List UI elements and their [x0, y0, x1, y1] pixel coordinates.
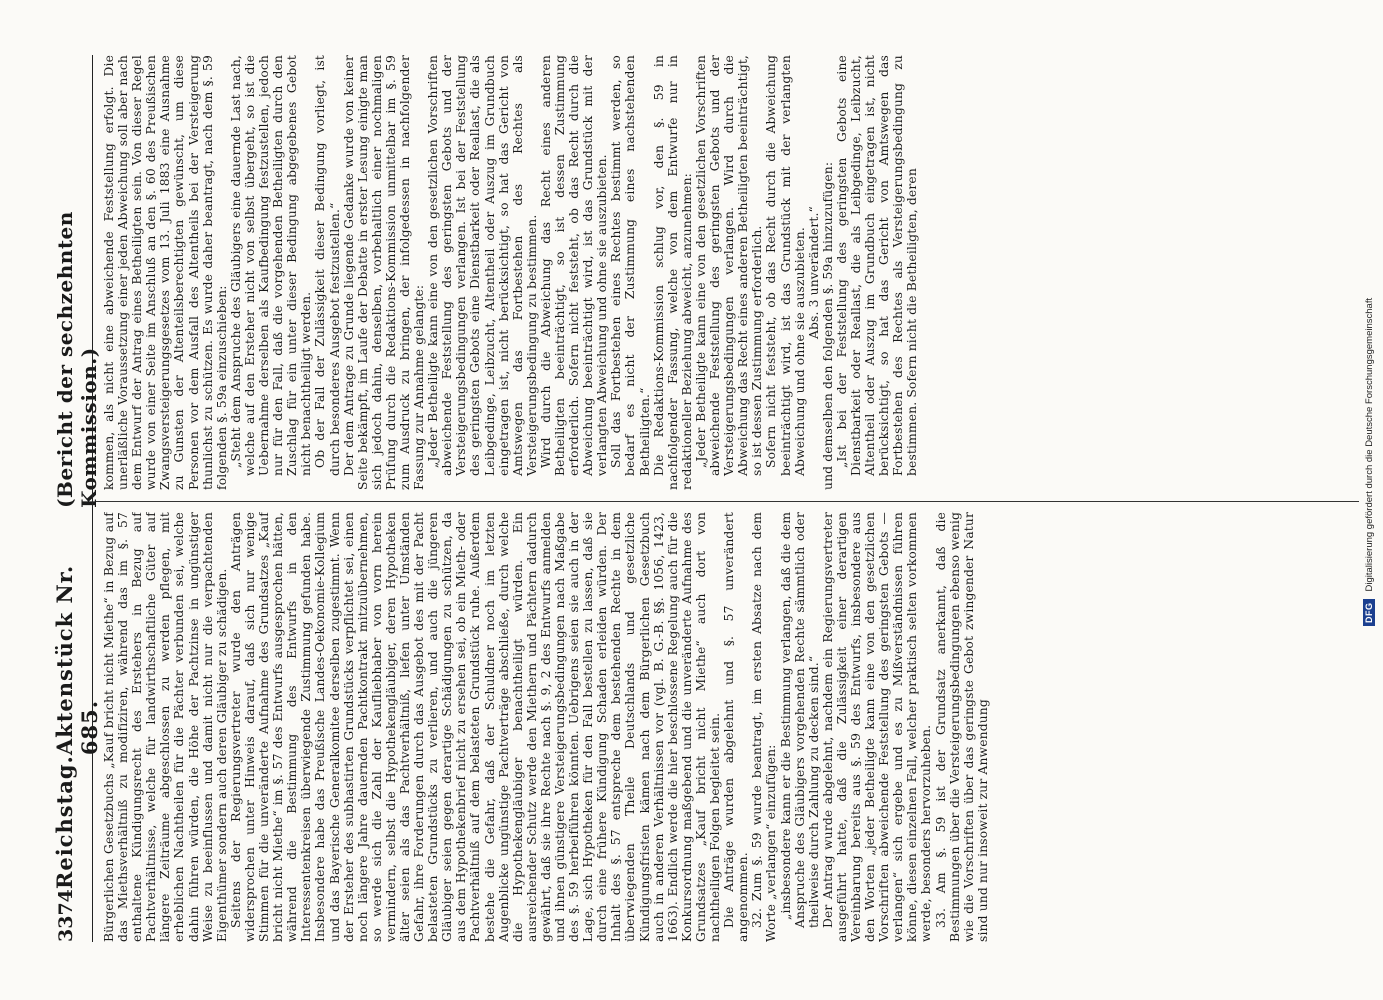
quoted-amendment: „insbesondere kann er die Bestimmung verlangen, daß die dem Anspruche des Gläubigers vorgehenden Rechte sämmtlich oder theilweise durch Zahlung zu decken sind.“	[778, 512, 821, 928]
credit-text: Digitalisierung gefördert durch die Deutsche Forschungsgemeinschaft	[1363, 297, 1375, 592]
quoted-amendment: Ob der Fall der Zulässigkeit dieser Bedingung vorliegt, ist durch besonderes Ausgebot festzustellen.“	[313, 55, 342, 476]
quoted-amendment: „Jeder Betheiligte kann eine von den gesetzlichen Vorschriften abweichende Feststellung des geringsten Gebots und der Versteigerungsbedingungen verlangen. Ist bei der Feststellung des geringsten Gebots eine Dienstbarkeit oder Reallast, die als Leibgedinge, Leibzucht, Altentheil oder Auszug im Grundbuch eingetragen ist, nicht berücksichtigt, so hat das Gericht von Amtswegen das Fortbestehen des Rechtes als Versteigerungsbedingung zu bestimmen.	[426, 55, 539, 476]
header-rule	[92, 55, 93, 942]
quoted-amendment: Soll das Fortbestehen eines Rechtes bestimmt werden, so bedarf es nicht der Zustimmung eines nachstehenden Betheiligten.“	[609, 55, 652, 476]
left-column	[102, 512, 1361, 942]
paragraph: Seitens der Regierungsvertreter wurde den Anträgen widersprochen unter Hinweis darauf, daß sich nur wenige Stimmen für die unveränderte Aufnahme des Grundsatzes „Kauf bricht nicht Miethe“ im §. 57 des Entwurfs ausgesprochen hätten, während die Bestimmung des Entwurfs in den Interessentenkreisen überwiegende Zustimmung gefunden habe. Insbesondere habe das Preußische Landes-Oekonomie-Kollegium und das Bayerische Generalkomitee derselben zugestimmt. Wenn der Ersteher des subhastirten Grundstücks verpflichtet sei, einen noch längere Jahre dauernden Pachtkontrakt mitzuübernehmen, so werde sich die Zahl der Kaufliebhaber von vorn herein vermindern, selbst die Hypothekengläubiger, deren Hypotheken älter seien als das Pachtverhältniß, liefen unter Umständen Gefahr, ihre Forderungen durch das Ausgebot des mit der Pacht belasteten Grundstücks zu verlieren, und auch die jüngeren Gläubiger seien gegen derartige Schädigungen zu schützen, da aus dem Hypothekenbrief nicht zu ersehen sei, ob ein Mieth- oder Pachtverhältniß auf dem belasteten Grundstück ruhe. Außerdem bestehe die Gefahr, daß der Schuldner noch im letzten Augenblicke ungünstige Pachtverträge abschließe, durch welche die Hypothekengläubiger benachtheiligt würden. Ein ausreichender Schutz werde den Miethern und Pächtern dadurch gewährt, daß sie ihre Rechte nach §. 9, 2 des Entwurfs anmelden und ihnen günstigere Versteigerungsbedingungen nach Maßgabe des §. 59 herbeiführen könnten. Uebrigens seien sie auch in der Lage, sich Hypotheken für den Fall bestellen zu lassen, daß sie durch eine frühere Kündigung Schaden erleiden würden. Der Inhalt des §. 57 entspreche dem bestehenden Rechte in dem überwiegenden Theile Deutschlands und gesetzliche Kündigungsfristen kämen nach dem Bürgerlichen Gesetzbuch auch in anderen Verhältnissen vor (vgl. B. G.-B. §§. 1056, 1423, 1663). Endlich werde die hier beschlossene Regelung auch für die Konkursordnung maßgebend und die unveränderte Aufnahme des Grundsatzes „Kauf bricht nicht Miethe“ auch dort von nachtheiligen Folgen begleitet sein.	[228, 512, 723, 942]
paragraph: und demselben den folgenden §. 59a hinzuzufügen:	[820, 161, 835, 490]
running-head: Reichstag.	[52, 755, 77, 890]
quoted-amendment: Wird durch die Abweichung das Recht eines anderen Betheiligten beeinträchtigt, so ist dessen Zustimmung erforderlich. Sofern nicht feststeht, ob das Recht durch die Abweichung beeinträchtigt wird, ist das Grundstück mit der verlangten Abweichung und ohne sie auszubieten.	[538, 55, 610, 476]
quoted-amendment: „Steht dem Anspruche des Gläubigers eine dauernde Last nach, welche auf den Ersteher nicht von selbst übergeht, so ist die Uebernahme derselben als Kaufbedingung festzustellen, jedoch nur für den Fall, daß die vorgehenden Betheiligten durch den Zuschlag für ein unter dieser Bedingung abgegebenes Gebot nicht benachtheiligt werden.	[228, 55, 314, 476]
quoted-amendment: Sofern nicht feststeht, ob das Recht durch die Abweichung beeinträchtigt wird, ist das Grundstück mit der verlangten Abweichung und ohne sie auszubieten.	[764, 55, 807, 476]
paragraph: Die Anträge wurden abgelehnt und §. 57 unverändert angenommen.	[722, 512, 751, 942]
digitization-credit	[1358, 6, 1380, 626]
column-divider	[96, 501, 1359, 502]
paragraph: Die Redaktions-Kommission schlug vor, den §. 59 in nachfolgender Fassung, welche von dem Entwurfe nur in redaktioneller Beziehung abweicht, anzunehmen:	[651, 55, 694, 490]
dfg-logo: DFG	[1363, 600, 1375, 627]
quoted-amendment: Abs. 3 unverändert.“	[806, 206, 821, 339]
page-header	[52, 55, 102, 942]
document-reference: Aktenstück Nr. 685.	[52, 564, 102, 756]
paragraph: Bürgerlichen Gesetzbuchs „Kauf bricht nicht Miethe“ in Bezug auf das Miethsverhältniß zu modifiziren, während das im §. 57 enthaltene Kündigungsrecht des Erstehers in Bezug auf Pachtverhältnisse, welche für landwirthschaftliche Güter auf längere Zeiträume abgeschlossen zu werden pflegen, mit erheblichen Nachtheilen für die Pächter verbunden sei, welche dahin führen würden, die Höhe der Pachtzinse in ungünstiger Weise zu beeinflussen und damit nicht nur die verpachtenden Eigenthümer sondern auch deren Gläubiger zu schädigen.	[102, 512, 229, 942]
paragraph: 33. Am §. 59 ist der Grundsatz anerkannt, daß die Bestimmungen über die Versteigerungsbedingungen ebenso wenig wie die Vorschriften über das geringste Gebot zwingender Natur sind und nur insoweit zur Anwendung	[933, 512, 990, 942]
right-column	[102, 55, 1361, 490]
page-number: 3374	[55, 889, 77, 942]
paragraph: Der Antrag wurde abgelehnt, nachdem ein Regierungsvertreter ausgeführt hatte, daß die Zulässigkeit einer derartigen Vereinbarung bereits aus §. 59 des Entwurfs, insbesondere aus den Worten „jeder Betheiligte kann eine von den gesetzlichen Vorschriften abweichende Feststellung des geringsten Gebots — verlangen“ sich ergebe und es zu Mißverständnissen führen könne, diesen einzelnen Fall, welcher praktisch selten vorkommen werde, besonders hervorzuheben.	[820, 512, 934, 942]
quoted-amendment: „Ist bei der Feststellung des geringsten Gebots eine Dienstbarkeit oder Reallast, die als Leibgedinge, Leibzucht, Altentheil oder Auszug im Grundbuch eingetragen ist, nicht berücksichtigt, so hat das Gericht von Amtswegen das Fortbestehen des Rechtes als Versteigerungsbedingung zu bestimmen. Sofern nicht die Betheiligten, deren	[834, 55, 920, 476]
paragraph: kommen, als nicht eine abweichende Feststellung erfolgt. Die unerläßliche Voraussetzung einer jeden Abweichung soll aber nach dem Entwurf der Antrag eines Betheiligten sein. Von dieser Regel wurde von einer Seite im Anschluß an den §. 60 des Preußischen Zwangsversteigerungsgesetzes vom 13. Juli 1883 eine Ausnahme zu Gunsten der Altenteilsberechtigten gewünscht, um diese Personen vor dem Ausfall des Altentheils bei der Versteigerung thunlichst zu schützen. Es wurde daher beantragt, nach dem §. 59 folgenden §. 59a einzuschieben:	[102, 55, 229, 490]
paragraph: Der dem Antrage zu Grunde liegende Gedanke wurde von keiner Seite bekämpft, im Laufe der Debatte in erster Lesung einigte man sich jedoch dahin, denselben, vorbehaltlich einer nochmaligen Prüfung durch die Redaktions-Kommission unmittelbar im §. 59 zum Ausdruck zu bringen, der infolgedessen in nachfolgender Fassung zur Annahme gelangte:	[341, 55, 427, 490]
paragraph: 32. Zum §. 59 wurde beantragt, im ersten Absatze nach dem Worte „verlangen“ einzufügen:	[750, 512, 779, 942]
page-title: (Bericht der sechzehnten Kommission.)	[53, 211, 101, 508]
quoted-amendment: „Jeder Betheiligte kann eine von den gesetzlichen Vorschriften abweichende Feststellung des geringsten Gebots und der Versteigerungsbedingungen verlangen. Wird durch die Abweichung das Recht eines anderen Betheiligten beeinträchtigt, so ist dessen Zustimmung erforderlich.	[693, 55, 765, 476]
